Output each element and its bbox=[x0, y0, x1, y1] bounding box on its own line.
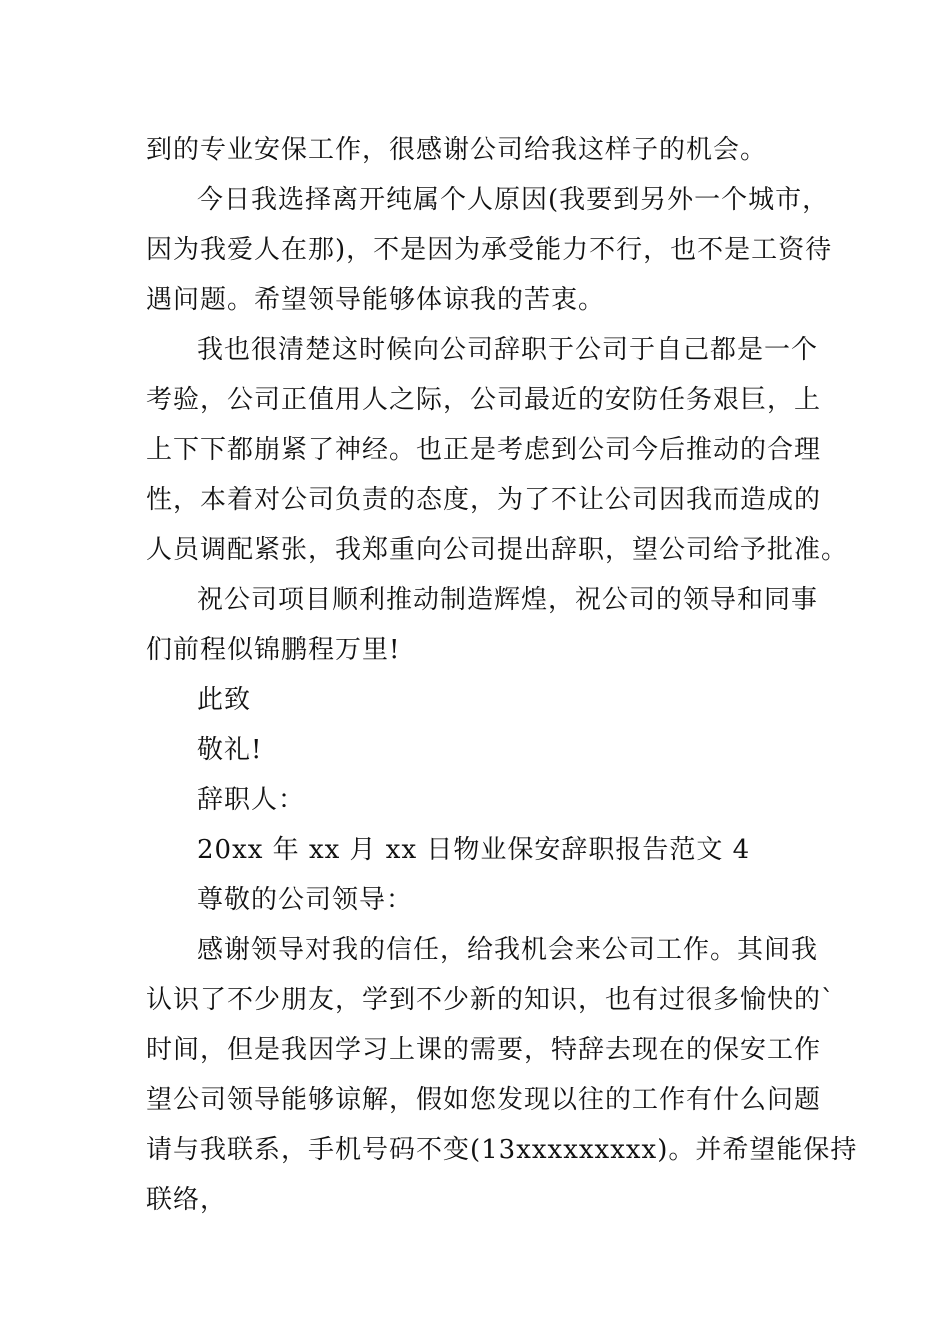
text-line: 性，本着对公司负责的态度，为了不让公司因我而造成的 bbox=[146, 485, 822, 515]
text-line: 感谢领导对我的信任，给我机会来公司工作。其间我 bbox=[197, 935, 819, 965]
text-line: 请与我联系，手机号码不变(13xxxxxxxxx)。并希望能保持 bbox=[146, 1135, 858, 1165]
text-line: 遇问题。希望领导能够体谅我的苦衷。 bbox=[146, 285, 606, 315]
text-line: 敬礼! bbox=[197, 735, 263, 765]
text-line: 人员调配紧张，我郑重向公司提出辞职，望公司给予批准。 bbox=[146, 535, 849, 565]
text-line: 时间，但是我因学习上课的需要，特辞去现在的保安工作 bbox=[146, 1035, 822, 1065]
text-line: 我也很清楚这时候向公司辞职于公司于自己都是一个 bbox=[197, 335, 819, 365]
text-line: 上下下都崩紧了神经。也正是考虑到公司今后推动的合理 bbox=[146, 435, 822, 465]
text-line: 因为我爱人在那)，不是因为承受能力不行，也不是工资待 bbox=[146, 235, 833, 265]
text-line: 到的专业安保工作，很感谢公司给我这样子的机会。 bbox=[146, 135, 768, 165]
text-line: 考验，公司正值用人之际，公司最近的安防任务艰巨，上 bbox=[146, 385, 822, 415]
text-line: 此致 bbox=[197, 685, 252, 715]
text-line: 联络， bbox=[146, 1185, 228, 1215]
text-line: 20xx 年 xx 月 xx 日物业保安辞职报告范文 4 bbox=[197, 835, 751, 865]
text-line: 祝公司项目顺利推动制造辉煌，祝公司的领导和同事 bbox=[197, 585, 819, 615]
text-line: 尊敬的公司领导： bbox=[197, 885, 414, 915]
text-line: 今日我选择离开纯属个人原因(我要到另外一个城市， bbox=[197, 185, 830, 215]
text-line: 望公司领导能够谅解，假如您发现以往的工作有什么问题 bbox=[146, 1085, 822, 1115]
text-line: 们前程似锦鹏程万里! bbox=[146, 635, 401, 665]
text-line: 认识了不少朋友，学到不少新的知识，也有过很多愉快的` bbox=[146, 985, 836, 1015]
text-line: 辞职人： bbox=[197, 785, 306, 815]
